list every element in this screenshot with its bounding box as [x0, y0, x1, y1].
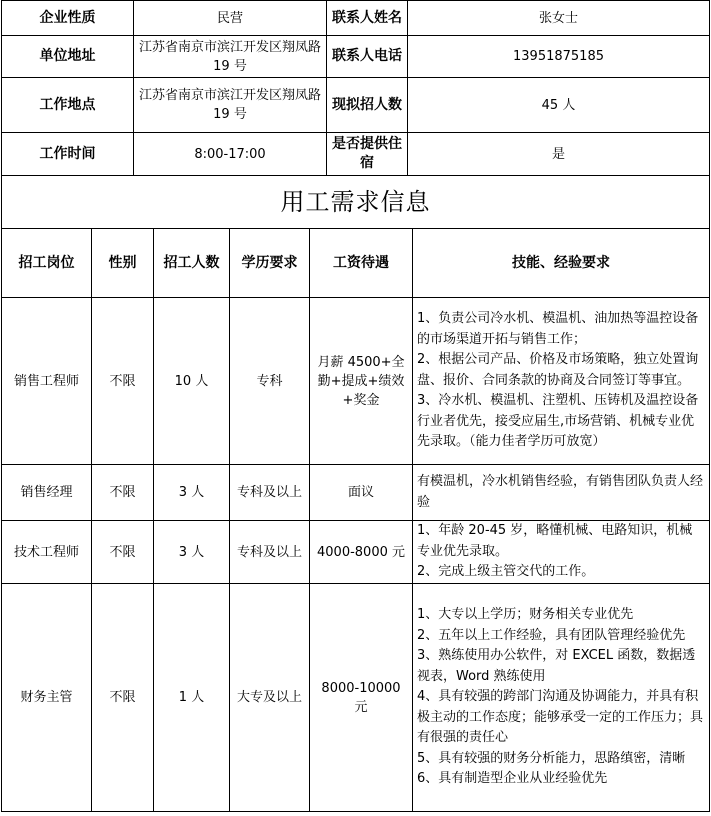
value-lodging: 是 — [408, 133, 710, 176]
header-education: 学历要求 — [230, 229, 310, 298]
skill-line: 3、熟练使用办公软件，对 EXCEL 函数，数据透视表，Word 熟练使用 — [417, 648, 696, 684]
job-gender: 不限 — [92, 465, 154, 521]
table-row — [2, 584, 710, 812]
label-phone: 联系人电话 — [327, 36, 408, 78]
job-education: 专科及以上 — [230, 521, 310, 584]
header-skills: 技能、经验要求 — [413, 229, 710, 298]
header-position: 招工岗位 — [2, 229, 92, 298]
job-salary: 面议 — [310, 465, 413, 521]
job-count: 1 人 — [154, 584, 230, 812]
job-position: 技术工程师 — [2, 521, 92, 584]
skill-line: 1、年龄 20-45 岁，略懂机械、电路知识，机械专业优先录取。 — [417, 523, 693, 559]
jobs-table — [1, 228, 710, 812]
skill-line: 1、负责公司冷水机、模温机、油加热等温控设备的市场渠道开拓与销售工作； — [417, 311, 699, 347]
skill-line: 4、具有较强的跨部门沟通及协调能力，并具有积极主动的工作态度；能够承受一定的工作压力；具有很强的责任心 — [417, 689, 704, 746]
job-skills — [413, 521, 710, 584]
label-nature: 企业性质 — [2, 1, 134, 36]
skill-line: 3、冷水机、模温机、注塑机、压铸机及温控设备行业者优先，接受应届生,市场营销、机械专业优先录取。（能力佳者学历可放宽） — [417, 393, 699, 450]
label-contact-name: 联系人姓名 — [327, 1, 408, 36]
value-nature: 民营 — [134, 1, 327, 36]
label-work-time: 工作时间 — [2, 133, 134, 176]
section-title-row — [2, 176, 710, 229]
job-count: 10 人 — [154, 298, 230, 465]
row-work-time — [2, 133, 710, 176]
table-row — [2, 465, 710, 521]
skill-line: 2、根据公司产品、价格及市场策略，独立处置询盘、报价、合同条款的协商及合同签订等事宜。 — [417, 352, 699, 388]
skill-line: 6、具有制造型企业从业经验优先 — [417, 771, 608, 787]
job-education: 大专及以上 — [230, 584, 310, 812]
label-planned-hires: 现拟招人数 — [327, 78, 408, 133]
row-company-nature — [2, 1, 710, 36]
label-lodging: 是否提供住宿 — [327, 133, 408, 176]
table-row — [2, 521, 710, 584]
label-address: 单位地址 — [2, 36, 134, 78]
row-address — [2, 36, 710, 78]
skill-line: 1、大专以上学历；财务相关专业优先 — [417, 607, 634, 623]
section-title: 用工需求信息 — [2, 176, 710, 229]
job-gender: 不限 — [92, 521, 154, 584]
header-gender: 性别 — [92, 229, 154, 298]
job-gender: 不限 — [92, 584, 154, 812]
job-count: 3 人 — [154, 521, 230, 584]
value-address: 江苏省南京市滨江开发区翔凤路 19 号 — [134, 36, 327, 78]
value-work-place: 江苏省南京市滨江开发区翔凤路 19 号 — [134, 78, 327, 133]
job-count: 3 人 — [154, 465, 230, 521]
job-salary: 4000-8000 元 — [310, 521, 413, 584]
value-phone: 13951875185 — [408, 36, 710, 78]
job-salary: 月薪 4500+全勤+提成+绩效+奖金 — [310, 298, 413, 465]
label-work-place: 工作地点 — [2, 78, 134, 133]
skill-line: 2、五年以上工作经验，具有团队管理经验优先 — [417, 627, 686, 643]
header-count: 招工人数 — [154, 229, 230, 298]
skill-line: 有模温机，冷水机销售经验，有销售团队负责人经验 — [417, 474, 704, 510]
job-gender: 不限 — [92, 298, 154, 465]
row-work-place — [2, 78, 710, 133]
jobs-header-row — [2, 229, 710, 298]
skill-line: 5、具有较强的财务分析能力，思路缜密，清晰 — [417, 750, 686, 766]
job-salary: 8000-10000 元 — [310, 584, 413, 812]
skill-line: 2、完成上级主管交代的工作。 — [417, 564, 595, 580]
value-planned-hires: 45 人 — [408, 78, 710, 133]
job-education: 专科 — [230, 298, 310, 465]
job-position: 销售经理 — [2, 465, 92, 521]
job-skills — [413, 584, 710, 812]
header-salary: 工资待遇 — [310, 229, 413, 298]
company-info-table — [1, 0, 710, 229]
value-contact-name: 张女士 — [408, 1, 710, 36]
job-skills — [413, 465, 710, 521]
job-skills — [413, 298, 710, 465]
table-row — [2, 298, 710, 465]
job-position: 销售工程师 — [2, 298, 92, 465]
job-education: 专科及以上 — [230, 465, 310, 521]
job-position: 财务主管 — [2, 584, 92, 812]
value-work-time: 8:00-17:00 — [134, 133, 327, 176]
